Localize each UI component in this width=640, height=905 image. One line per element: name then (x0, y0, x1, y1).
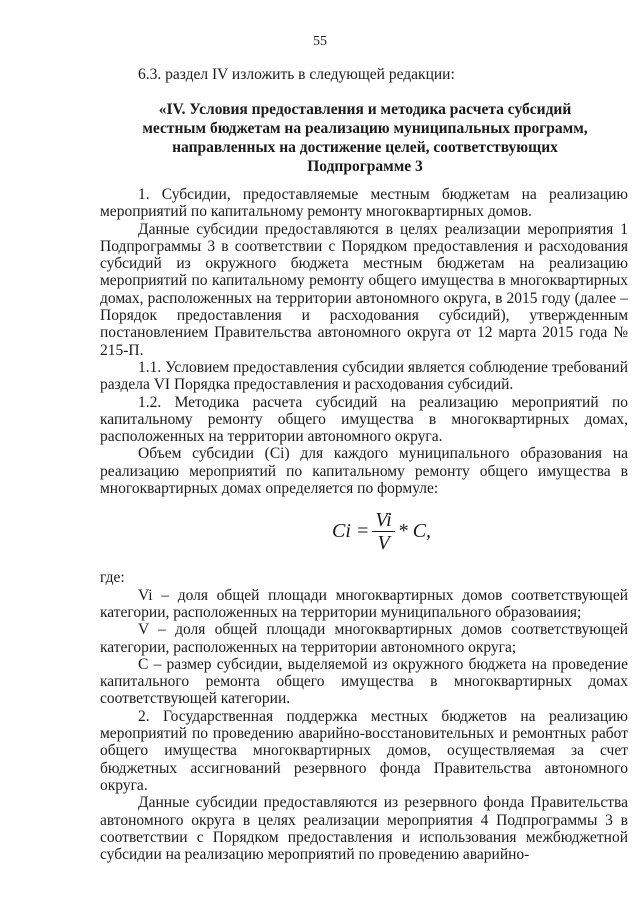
formula-lhs: Ci = (332, 520, 370, 543)
paragraph: V – доля общей площади многоквартирных домов соответствующей категории, расположенных на территории автономного округа; (100, 621, 628, 656)
paragraph: 1. Субсидии, предоставляемые местным бюджетам на реализацию мероприятий по капитальному ремонту многоквартирных домов. (100, 186, 628, 221)
paragraph: 2. Государственная поддержка местных бюджетов на реализацию мероприятий по проведению аварийно-восстановительных и ремонтных работ общего имущества многоквартирных домов, осуществляемая за счет бюджетных ассигнований резервного фонда Правительства автономного округа. (100, 707, 628, 794)
subsidy-formula (100, 497, 628, 569)
section-title-line: Подпрограмме 3 (307, 158, 423, 175)
section-title (100, 100, 630, 176)
paragraph: 1.2. Методика расчета субсидий на реализацию мероприятий по капитальному ремонту общего имущества в многоквартирных домах, расположенных на территории автономного округа. (100, 393, 628, 446)
formula-expression (332, 509, 431, 554)
paragraph: 1.1. Условием предоставления субсидии является соблюдение требований раздела VI Порядка предоставления и расходования субсидий. (100, 358, 628, 394)
section-title-line: направленных на достижение целей, соответствующих (172, 139, 558, 156)
formula-fraction (372, 509, 394, 554)
section-title-line: «IV. Условия предоставления и методика расчета субсидий (158, 101, 572, 118)
formula-rhs: * C, (397, 520, 432, 543)
amendment-intro: 6.3. раздел IV изложить в следующей редакции: (138, 66, 455, 83)
formula-denominator: V (377, 532, 390, 555)
where-label: где: (100, 569, 125, 587)
formula-numerator: Vi (372, 509, 394, 532)
paragraph: Vi – доля общей площади многоквартирных домов соответствующей категории, расположенных на территории муниципального образоваиия; (100, 586, 628, 621)
section-title-line: местным бюджетам на реализацию муниципальных программ, (142, 120, 588, 137)
document-body (100, 186, 628, 863)
paragraph: Данные субсидии предоставляются в целях реализации мероприятия 1 Подпрограммы 3 в соответствии с Порядком предоставления и расходования субсидий из окружного бюджета местным бюджетам на реализацию мероприятий по капитальному ремонту общего имущества в многоквартирных домах, расположенных на территории автономного округа, в 2015 году (далее – Порядок предоставления и расходования субсидий), утвержденным постановлением Правительства автономного округа от 12 марта 2015 года № 215-П. (100, 220, 628, 359)
paragraph: Объем субсидии (Ci) для каждого муниципального образования на реализацию мероприятий по капитальному ремонту общего имущества в многоквартирных домах определяется по формуле: (100, 445, 628, 498)
page-number: 55 (313, 34, 327, 49)
paragraph: Данные субсидии предоставляются из резервного фонда Правительства автономного округа в целях реализации мероприятия 4 Подпрограммы 3 в соответствии с Порядком предоставления и использования межбюджетной субсидии на реализацию мероприятий по проведению аварийно- (100, 794, 628, 864)
paragraph: С – размер субсидии, выделяемой из окружного бюджета на проведение капитального ремонта общего имущества в многоквартирных домах соответствующей категории. (100, 655, 628, 708)
